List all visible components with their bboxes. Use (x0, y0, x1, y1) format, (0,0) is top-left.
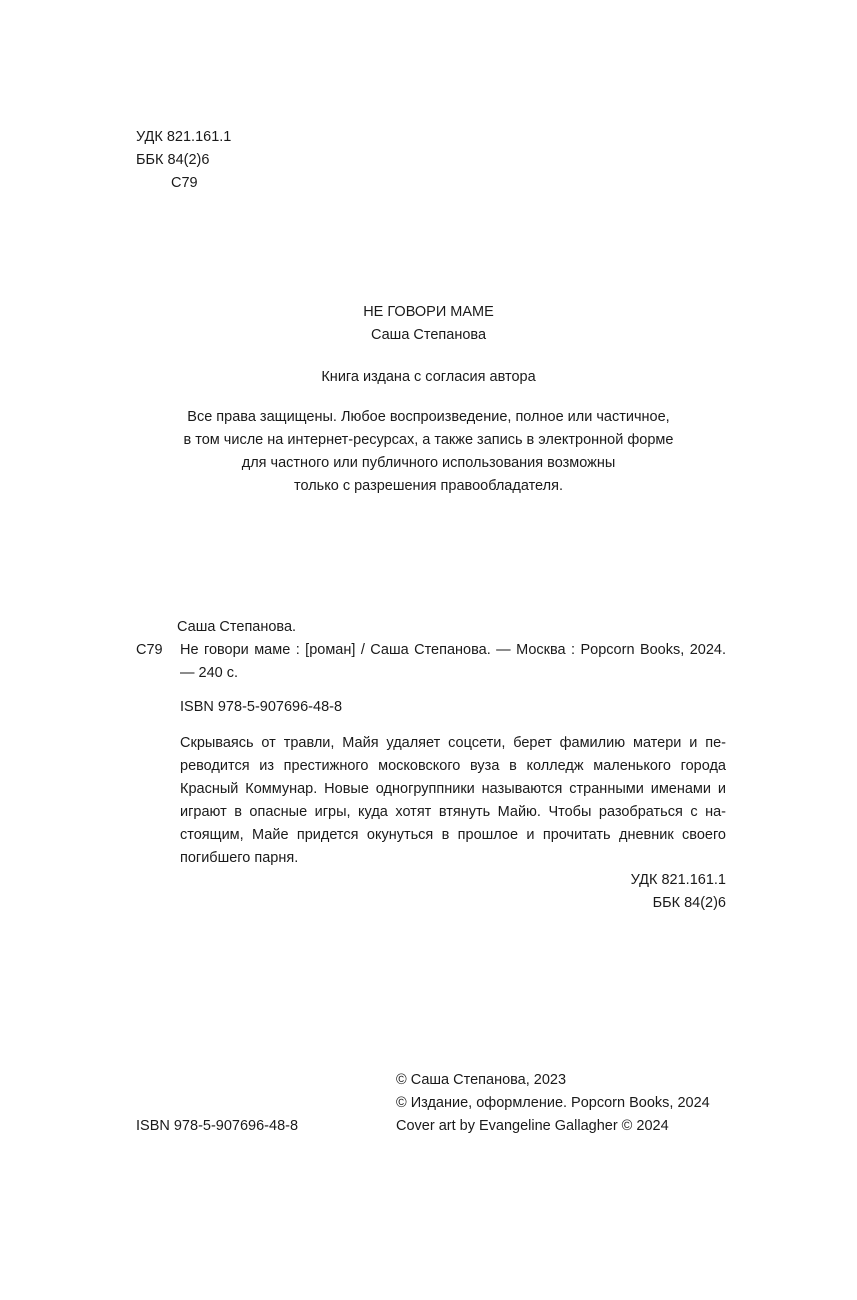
card-classification (500, 869, 726, 915)
book-author: Саша Степанова (370, 327, 487, 343)
udk-code: УДК 821.161.1 (136, 129, 232, 145)
copyright-line: Cover art by Evangeline Gallagher © 2024 (396, 1118, 669, 1134)
bbk-code: ББК 84(2)6 (136, 152, 210, 168)
rights-line: в том числе на интернет-ресурсах, а также запись в электронной форме (183, 432, 674, 448)
card-description: Не говори маме : [роман] / Саша Степанова. — Москва : Popcorn Books, 2024. — 240 с. (180, 642, 726, 681)
book-title: НЕ ГОВОРИ МАМЕ (363, 304, 494, 320)
bottom-isbn-text: ISBN 978-5-907696-48-8 (136, 1118, 299, 1134)
rights-line: для частного или публичного использования возможны (241, 455, 616, 471)
card-author-text: Саша Степанова. (177, 619, 297, 635)
copyright-block (396, 1069, 710, 1138)
title-block (0, 301, 857, 347)
copyright-line: © Издание, оформление. Popcorn Books, 2024 (396, 1095, 710, 1111)
card-udk: УДК 821.161.1 (630, 872, 726, 888)
card-annotation: Скрываясь от травли, Майя удаляет соцсети, берет фамилию матери и переводится из престижного московского вуза в колледж маленького города Красный Коммунар. Новые одногруппники называются странными именами и играют в опасные игры, куда хотят втянуть Майю. Чтобы разобраться с настоящим, Майе придется окунуться в прошлое и прочитать дневник своего погибшего парня. (180, 735, 726, 866)
rights-line: Все права защищены. Любое воспроизведение, полное или частичное, (187, 409, 670, 425)
card-bbk: ББК 84(2)6 (652, 895, 726, 911)
copyright-line: © Саша Степанова, 2023 (396, 1072, 567, 1088)
card-author-sign (136, 639, 163, 662)
consent-note (0, 366, 857, 389)
top-classification (136, 126, 231, 195)
card-author-sign-text: С79 (136, 642, 163, 658)
card-author-heading (177, 616, 296, 639)
rights-notice (0, 406, 857, 498)
card-isbn (180, 696, 342, 719)
consent-text: Книга издана с согласия автора (321, 369, 536, 385)
rights-line: только с разрешения правообладателя. (294, 478, 563, 494)
author-sign: С79 (171, 175, 198, 191)
card-isbn-text: ISBN 978-5-907696-48-8 (180, 699, 343, 715)
bottom-isbn (136, 1115, 298, 1138)
